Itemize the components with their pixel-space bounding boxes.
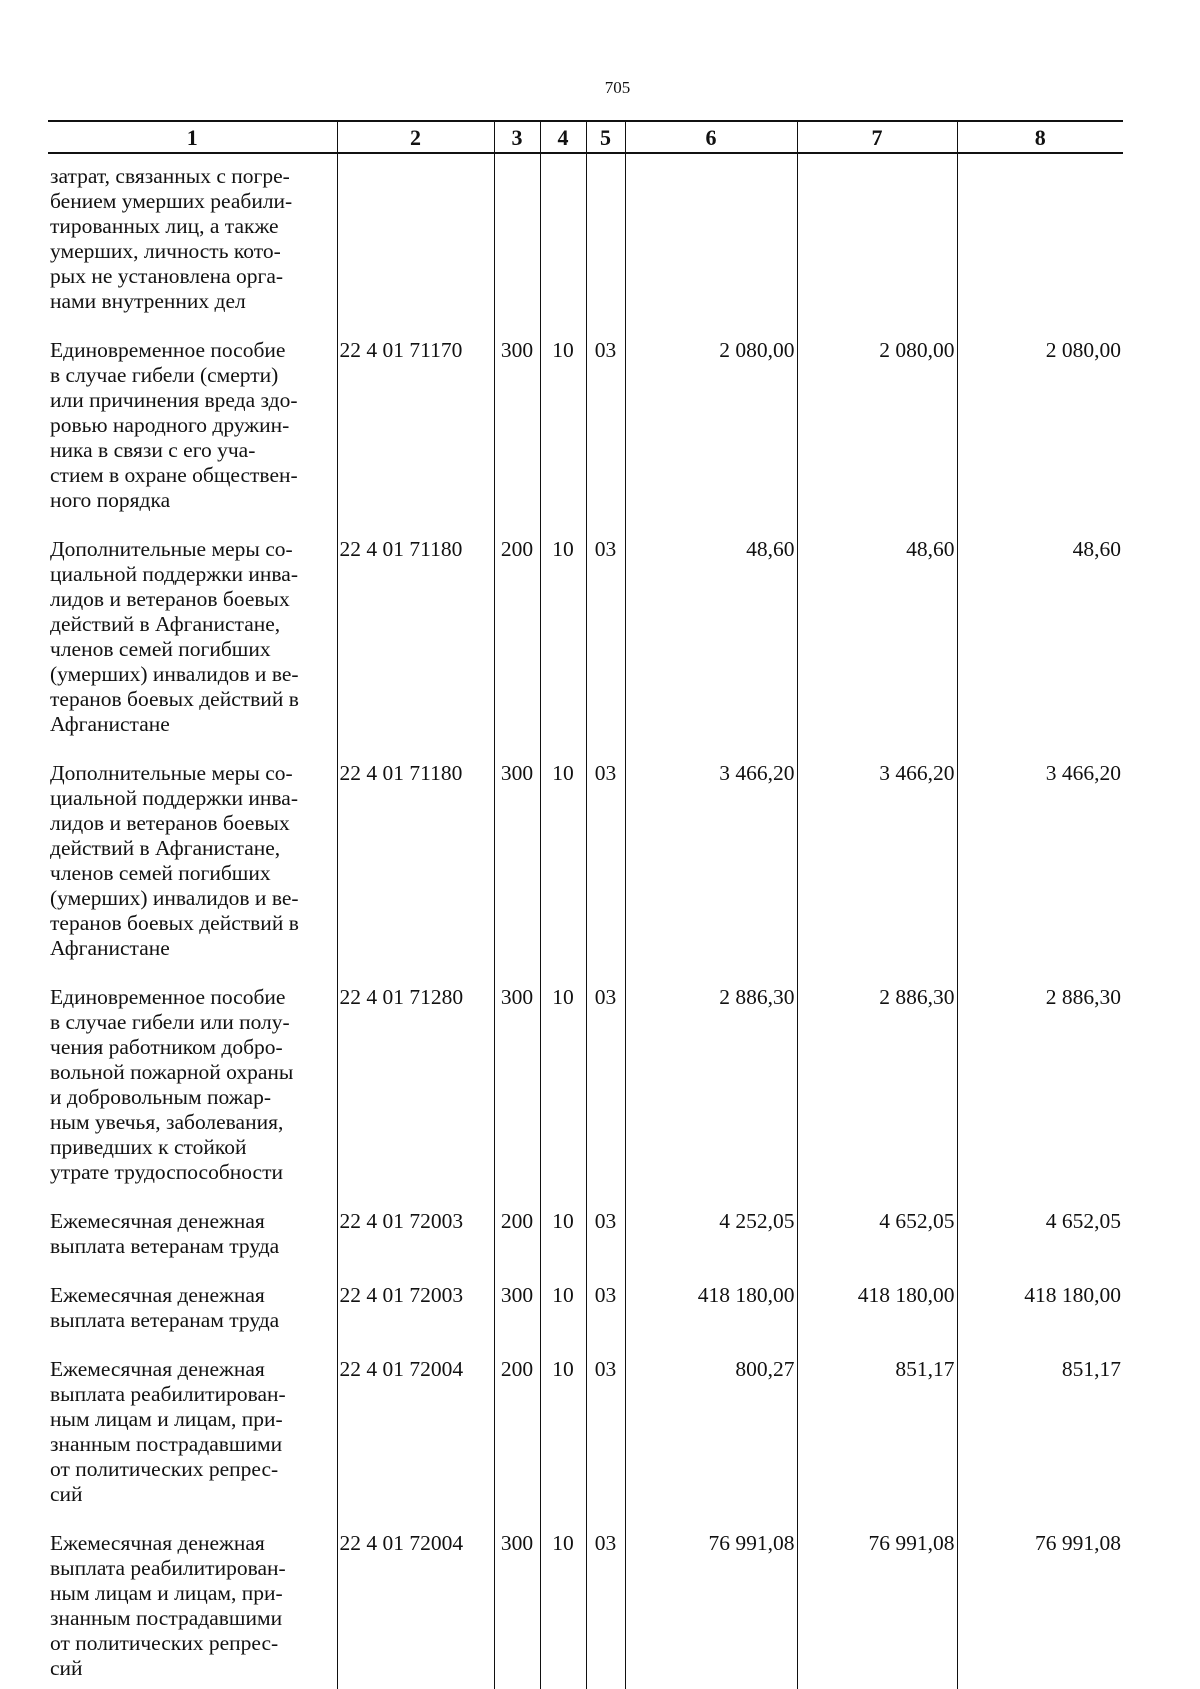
table-row (48, 153, 1123, 338)
description-line: выплата реабилитирован- (50, 1556, 286, 1580)
budget-code-cell: 22 4 01 71180 (337, 761, 494, 985)
description-cell (48, 761, 337, 985)
description-line: членов семей погибших (50, 861, 271, 885)
budget-code-cell: 22 4 01 71280 (337, 985, 494, 1209)
table-row (48, 1357, 1123, 1531)
section-cell: 10 (540, 1283, 586, 1357)
description-line: Дополнительные меры со- (50, 537, 293, 561)
amount-col-7-cell: 4 652,05 (797, 1209, 957, 1283)
amount-col-8-cell: 2 886,30 (957, 985, 1123, 1209)
expense-type-cell: 300 (494, 1531, 540, 1689)
section-cell: 10 (540, 338, 586, 537)
description-line: действий в Афганистане, (50, 836, 281, 860)
budget-code-cell: 22 4 01 72003 (337, 1209, 494, 1283)
amount-col-7-cell: 3 466,20 (797, 761, 957, 985)
description-line: или причинения вреда здо- (50, 388, 298, 412)
description-cell (48, 153, 337, 338)
description-line: от политических репрес- (50, 1631, 279, 1655)
description-line: лидов и ветеранов боевых (50, 587, 290, 611)
section-cell: 10 (540, 1357, 586, 1531)
description-line: теранов боевых действий в (50, 687, 299, 711)
description-line: членов семей погибших (50, 637, 271, 661)
subsection-cell: 03 (586, 1357, 625, 1531)
header-col-1: 1 (48, 121, 337, 153)
header-col-2: 2 (337, 121, 494, 153)
table-row (48, 761, 1123, 985)
description-line: теранов боевых действий в (50, 911, 299, 935)
table-row (48, 1283, 1123, 1357)
description-line: затрат, связанных с погре- (50, 164, 290, 188)
amount-col-8-cell (957, 153, 1123, 338)
header-col-7: 7 (797, 121, 957, 153)
amount-col-7-cell: 2 886,30 (797, 985, 957, 1209)
description-line: стием в охране обществен- (50, 463, 298, 487)
amount-col-7-cell: 76 991,08 (797, 1531, 957, 1689)
description-cell (48, 1283, 337, 1357)
description-line: действий в Афганистане, (50, 612, 281, 636)
description-line: утрате трудоспособности (50, 1160, 284, 1184)
amount-col-8-cell: 48,60 (957, 537, 1123, 761)
amount-col-7-cell: 48,60 (797, 537, 957, 761)
budget-code-cell: 22 4 01 71170 (337, 338, 494, 537)
budget-table (48, 120, 1123, 1689)
amount-col-6-cell: 48,60 (625, 537, 797, 761)
subsection-cell: 03 (586, 338, 625, 537)
section-cell: 10 (540, 537, 586, 761)
description-line: Афганистане (50, 936, 170, 960)
expense-type-cell: 300 (494, 1283, 540, 1357)
amount-col-6-cell: 2 886,30 (625, 985, 797, 1209)
amount-col-6-cell: 418 180,00 (625, 1283, 797, 1357)
section-cell: 10 (540, 985, 586, 1209)
table-row (48, 985, 1123, 1209)
amount-col-7-cell: 418 180,00 (797, 1283, 957, 1357)
budget-code-cell: 22 4 01 72003 (337, 1283, 494, 1357)
subsection-cell: 03 (586, 1283, 625, 1357)
expense-type-cell: 200 (494, 1209, 540, 1283)
header-row (48, 121, 1123, 153)
budget-code-cell: 22 4 01 72004 (337, 1357, 494, 1531)
expense-type-cell (494, 153, 540, 338)
description-line: лидов и ветеранов боевых (50, 811, 290, 835)
page-number: 705 (604, 78, 631, 97)
amount-col-8-cell: 851,17 (957, 1357, 1123, 1531)
description-line: сий (50, 1482, 83, 1506)
description-line: циальной поддержки инва- (50, 562, 298, 586)
description-line: ного порядка (50, 488, 171, 512)
description-line: (умерших) инвалидов и ве- (50, 662, 299, 686)
amount-col-7-cell (797, 153, 957, 338)
description-line: в случае гибели (смерти) (50, 363, 279, 387)
description-line: Ежемесячная денежная (50, 1209, 265, 1233)
amount-col-6-cell: 800,27 (625, 1357, 797, 1531)
description-line: Единовременное пособие (50, 338, 286, 362)
description-line: Ежемесячная денежная (50, 1283, 265, 1307)
table-row (48, 1531, 1123, 1689)
header-col-4: 4 (540, 121, 586, 153)
description-line: выплата ветеранам труда (50, 1234, 280, 1258)
amount-col-8-cell: 2 080,00 (957, 338, 1123, 537)
description-line: циальной поддержки инва- (50, 786, 298, 810)
description-line: Дополнительные меры со- (50, 761, 293, 785)
header-col-8: 8 (957, 121, 1123, 153)
description-line: ным лицам и лицам, при- (50, 1407, 283, 1431)
description-line: выплата реабилитирован- (50, 1382, 286, 1406)
expense-type-cell: 200 (494, 537, 540, 761)
description-line: от политических репрес- (50, 1457, 279, 1481)
subsection-cell: 03 (586, 1209, 625, 1283)
description-line: Афганистане (50, 712, 170, 736)
amount-col-7-cell: 851,17 (797, 1357, 957, 1531)
expense-type-cell: 200 (494, 1357, 540, 1531)
table-row (48, 537, 1123, 761)
description-cell (48, 338, 337, 537)
description-line: приведших к стойкой (50, 1135, 247, 1159)
header-col-3: 3 (494, 121, 540, 153)
amount-col-8-cell: 76 991,08 (957, 1531, 1123, 1689)
description-cell (48, 1531, 337, 1689)
amount-col-7-cell: 2 080,00 (797, 338, 957, 537)
section-cell (540, 153, 586, 338)
expense-type-cell: 300 (494, 761, 540, 985)
section-cell: 10 (540, 1209, 586, 1283)
subsection-cell: 03 (586, 985, 625, 1209)
budget-code-cell: 22 4 01 72004 (337, 1531, 494, 1689)
description-line: ным увечья, заболевания, (50, 1110, 284, 1134)
description-line: тированных лиц, а также (50, 214, 279, 238)
section-cell: 10 (540, 761, 586, 985)
description-line: знанным пострадавшими (50, 1606, 283, 1630)
subsection-cell: 03 (586, 761, 625, 985)
description-cell (48, 985, 337, 1209)
description-line: чения работником добро- (50, 1035, 283, 1059)
description-line: рых не установлена орга- (50, 264, 284, 288)
header-col-6: 6 (625, 121, 797, 153)
description-line: выплата ветеранам труда (50, 1308, 280, 1332)
section-cell: 10 (540, 1531, 586, 1689)
table-row (48, 338, 1123, 537)
subsection-cell: 03 (586, 537, 625, 761)
description-line: знанным пострадавшими (50, 1432, 283, 1456)
description-line: ным лицам и лицам, при- (50, 1581, 283, 1605)
description-line: вольной пожарной охраны (50, 1060, 294, 1084)
description-line: в случае гибели или полу- (50, 1010, 290, 1034)
description-line: Единовременное пособие (50, 985, 286, 1009)
amount-col-6-cell: 3 466,20 (625, 761, 797, 985)
budget-code-cell: 22 4 01 71180 (337, 537, 494, 761)
amount-col-6-cell: 2 080,00 (625, 338, 797, 537)
description-line: Ежемесячная денежная (50, 1357, 265, 1381)
description-cell (48, 1357, 337, 1531)
expense-type-cell: 300 (494, 985, 540, 1209)
description-line: нами внутренних дел (50, 289, 246, 313)
amount-col-6-cell: 76 991,08 (625, 1531, 797, 1689)
expense-type-cell: 300 (494, 338, 540, 537)
description-cell (48, 1209, 337, 1283)
amount-col-6-cell (625, 153, 797, 338)
description-line: (умерших) инвалидов и ве- (50, 886, 299, 910)
table-body (48, 153, 1123, 1689)
amount-col-8-cell: 3 466,20 (957, 761, 1123, 985)
subsection-cell (586, 153, 625, 338)
subsection-cell: 03 (586, 1531, 625, 1689)
description-line: бением умерших реабили- (50, 189, 293, 213)
description-line: ровью народного дружин- (50, 413, 290, 437)
description-cell (48, 537, 337, 761)
header-col-5: 5 (586, 121, 625, 153)
table-row (48, 1209, 1123, 1283)
description-line: Ежемесячная денежная (50, 1531, 265, 1555)
amount-col-6-cell: 4 252,05 (625, 1209, 797, 1283)
description-line: и добровольным пожар- (50, 1085, 271, 1109)
description-line: умерших, личность кото- (50, 239, 281, 263)
description-line: сий (50, 1656, 83, 1680)
amount-col-8-cell: 418 180,00 (957, 1283, 1123, 1357)
budget-code-cell (337, 153, 494, 338)
description-line: ника в связи с его уча- (50, 438, 256, 462)
amount-col-8-cell: 4 652,05 (957, 1209, 1123, 1283)
